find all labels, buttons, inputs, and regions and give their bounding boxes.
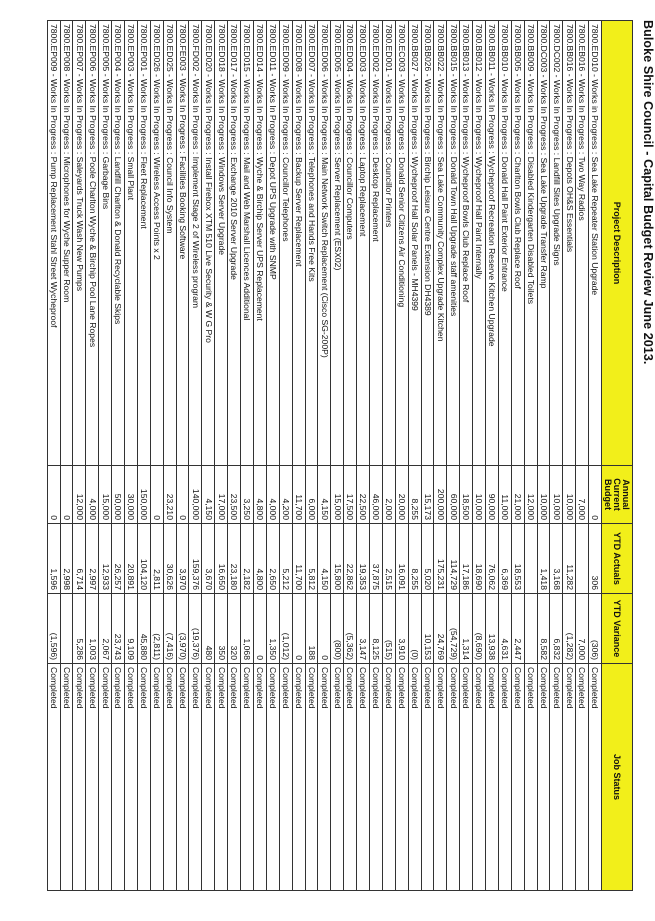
ytd-actuals-cell: 8,255 [408, 524, 421, 594]
table-row [176, 21, 189, 891]
job-status-cell: Completed [279, 664, 292, 891]
project-description-cell: 7800.EB016 - Works In Progress : Two Way Radios [576, 21, 589, 466]
project-description-cell: 7800.EP001 - Works In Progress : Fleet Replacement [137, 21, 150, 466]
job-status-cell: Completed [253, 664, 266, 891]
project-description-cell: 7800.EP009 - Works In Progress : Pump Replacement Stahl Street Wycheproof [47, 21, 60, 466]
ytd-actuals-cell: 175,231 [434, 524, 447, 594]
job-status-cell: Completed [60, 664, 73, 891]
table-row [163, 21, 176, 891]
annual-budget-cell: 4,000 [86, 466, 99, 524]
table-row [86, 21, 99, 891]
annual-budget-cell: 10,000 [550, 466, 563, 524]
ytd-actuals-cell: 1,596 [47, 524, 60, 594]
annual-budget-cell: 15,000 [99, 466, 112, 524]
job-status-cell: Completed [176, 664, 189, 891]
annual-budget-cell: 15,173 [421, 466, 434, 524]
annual-budget-cell: 8,255 [408, 466, 421, 524]
header-annual-budget: Annual Current Budget [602, 466, 633, 524]
annual-budget-cell: 12,000 [524, 466, 537, 524]
job-status-cell: Completed [266, 664, 279, 891]
ytd-actuals-cell: 6,369 [498, 524, 511, 594]
table-row [563, 21, 576, 891]
project-description-cell: 7800.FD002 - Works In Progress : Implement Stage 2 of Wireless program [189, 21, 202, 466]
ytd-actuals-cell: 4,800 [253, 524, 266, 594]
project-description-cell: 7800.ED014 - Works In Progress : Wyche & Birchip Server UPS Replacement [253, 21, 266, 466]
ytd-actuals-cell: 12,933 [99, 524, 112, 594]
annual-budget-cell: 22,500 [357, 466, 370, 524]
job-status-cell: Completed [202, 664, 215, 891]
ytd-actuals-cell: 159,376 [189, 524, 202, 594]
job-status-cell: Completed [485, 664, 498, 891]
project-description-cell: 7800.BB013 - Works In Progress : Wycheproof Bowls Club Replace Roof [460, 21, 473, 466]
ytd-variance-cell: 320 [228, 594, 241, 664]
job-status-cell: Completed [421, 664, 434, 891]
ytd-variance-cell: 8,125 [369, 594, 382, 664]
annual-budget-cell: 3,250 [241, 466, 254, 524]
job-status-cell: Completed [550, 664, 563, 891]
annual-budget-cell: 0 [176, 466, 189, 524]
ytd-variance-cell: 7,000 [576, 594, 589, 664]
header-job-status: Job Status [602, 664, 633, 891]
project-description-cell: 7800.ED003 - Works In Progress : Laptop Replacement [357, 21, 370, 466]
job-status-cell: Completed [447, 664, 460, 891]
job-status-cell: Completed [99, 664, 112, 891]
project-description-cell: 7800.ED004 - Works In Progress : Councillor Computers [344, 21, 357, 466]
annual-budget-cell: 4,150 [202, 466, 215, 524]
table-row [382, 21, 395, 891]
table-row [266, 21, 279, 891]
ytd-variance-cell: 23,743 [112, 594, 125, 664]
ytd-variance-cell [60, 594, 73, 664]
annual-budget-cell: 23,210 [163, 466, 176, 524]
ytd-actuals-cell: 76,062 [485, 524, 498, 594]
table-row [524, 21, 537, 891]
annual-budget-cell: 10,000 [563, 466, 576, 524]
ytd-variance-cell: 10,153 [421, 594, 434, 664]
annual-budget-cell: 0 [589, 466, 602, 524]
ytd-variance-cell: 3,147 [357, 594, 370, 664]
annual-budget-cell: 0 [60, 466, 73, 524]
ytd-variance-cell: 1,350 [266, 594, 279, 664]
ytd-actuals-cell: 3,168 [550, 524, 563, 594]
job-status-cell: Completed [189, 664, 202, 891]
job-status-cell: Completed [524, 664, 537, 891]
ytd-variance-cell: 4,631 [498, 594, 511, 664]
ytd-actuals-cell: 23,180 [228, 524, 241, 594]
annual-budget-cell: 150,000 [137, 466, 150, 524]
ytd-actuals-cell: 19,353 [357, 524, 370, 594]
job-status-cell: Completed [318, 664, 331, 891]
ytd-variance-cell: 45,880 [137, 594, 150, 664]
ytd-variance-cell: 0 [253, 594, 266, 664]
job-status-cell: Completed [73, 664, 86, 891]
annual-budget-cell: 17,500 [344, 466, 357, 524]
project-description-cell: 7800.BB012 - Works In Progress : Wycheproof Hall Paint Internally [473, 21, 486, 466]
project-description-cell: 7800.ED025 - Works In Progress : Council Info System [163, 21, 176, 466]
ytd-actuals-cell: 2,998 [60, 524, 73, 594]
project-description-cell: 7800.EP008 - Works In Progress : Microphones for Wyche Supper Room [60, 21, 73, 466]
annual-budget-cell: 46,000 [369, 466, 382, 524]
ytd-actuals-cell [524, 524, 537, 594]
ytd-actuals-cell: 17,186 [460, 524, 473, 594]
project-description-cell: 7800.ED002 - Works In Progress : Desktop Replacement [369, 21, 382, 466]
project-description-cell: 7800.ED010 - Works in Progress : Sea Lake Repeater Station Upgrade [589, 21, 602, 466]
ytd-variance-cell: (800) [331, 594, 344, 664]
ytd-actuals-cell: 2,650 [266, 524, 279, 594]
table-row [395, 21, 408, 891]
job-status-cell: Completed [86, 664, 99, 891]
table-row [318, 21, 331, 891]
table-body [47, 21, 601, 891]
ytd-variance-cell: (2,811) [150, 594, 163, 664]
ytd-variance-cell: (1,282) [563, 594, 576, 664]
project-description-cell: 7800.BB016 - Works In Progress : Depots OH&S Essentials [563, 21, 576, 466]
project-description-cell: 7800.ED008 - Works In Progress : Backup Server Replacement [292, 21, 305, 466]
project-description-cell: 7800.ED007 - Works In Progress : Telephones and Hands Free Kits [305, 21, 318, 466]
table-row [498, 21, 511, 891]
table-row [447, 21, 460, 891]
annual-budget-cell: 4,800 [253, 466, 266, 524]
header-ytd-actuals: YTD Actuals [602, 524, 633, 594]
table-row [241, 21, 254, 891]
ytd-actuals-cell: 2,811 [150, 524, 163, 594]
ytd-actuals-cell: 15,800 [331, 524, 344, 594]
job-status-cell: Completed [305, 664, 318, 891]
ytd-variance-cell: 3,910 [395, 594, 408, 664]
project-description-cell: 7800.EC003 - Works In Progress : Donald Senior Citizens Air Conditioning [395, 21, 408, 466]
ytd-variance-cell: 24,769 [434, 594, 447, 664]
ytd-actuals-cell: 26,257 [112, 524, 125, 594]
table-row [279, 21, 292, 891]
annual-budget-cell: 0 [47, 466, 60, 524]
annual-budget-cell: 0 [150, 466, 163, 524]
annual-budget-cell: 6,000 [305, 466, 318, 524]
job-status-cell: Completed [331, 664, 344, 891]
ytd-actuals-cell: 2,515 [382, 524, 395, 594]
ytd-actuals-cell: 3,970 [176, 524, 189, 594]
annual-budget-cell: 11,000 [498, 466, 511, 524]
table-row [253, 21, 266, 891]
table-row [550, 21, 563, 891]
ytd-variance-cell: 188 [305, 594, 318, 664]
annual-budget-cell: 4,150 [318, 466, 331, 524]
ytd-actuals-cell: 104,120 [137, 524, 150, 594]
ytd-actuals-cell: 3,670 [202, 524, 215, 594]
job-status-cell: Completed [382, 664, 395, 891]
job-status-cell: Completed [163, 664, 176, 891]
annual-budget-cell: 4,000 [266, 466, 279, 524]
annual-budget-cell: 200,000 [434, 466, 447, 524]
header-ytd-variance: YTD Variance [602, 594, 633, 664]
project-description-cell: 7800.ED026 - Works In Progress : Wireless Access Points x 2 [150, 21, 163, 466]
project-description-cell: 7800.EP004 - Works In Progress : Landfill Charlton & Donald Recyclable Skips [112, 21, 125, 466]
table-row [99, 21, 112, 891]
table-row [112, 21, 125, 891]
ytd-actuals-cell [576, 524, 589, 594]
ytd-actuals-cell: 306 [589, 524, 602, 594]
table-row [589, 21, 602, 891]
project-description-cell: 7800.ED006 - Works In Progress : Main Network Switch Replacement (Cisco SG-200P) [318, 21, 331, 466]
job-status-cell: Completed [47, 664, 60, 891]
annual-budget-cell: 21,000 [511, 466, 524, 524]
ytd-variance-cell: 6,832 [550, 594, 563, 664]
ytd-variance-cell: (515) [382, 594, 395, 664]
ytd-actuals-cell: 11,282 [563, 524, 576, 594]
ytd-actuals-cell: 1,418 [537, 524, 550, 594]
project-description-cell: 7800.EP007 - Works In Progress : Saleyards Truck Wash New Pumps [73, 21, 86, 466]
annual-budget-cell: 11,700 [292, 466, 305, 524]
ytd-variance-cell: 480 [202, 594, 215, 664]
table-row [292, 21, 305, 891]
ytd-variance-cell: (8,690) [473, 594, 486, 664]
job-status-cell: Completed [563, 664, 576, 891]
annual-budget-cell: 2,000 [382, 466, 395, 524]
ytd-variance-cell: 350 [215, 594, 228, 664]
ytd-actuals-cell: 2,182 [241, 524, 254, 594]
ytd-variance-cell: (54,729) [447, 594, 460, 664]
ytd-actuals-cell: 2,997 [86, 524, 99, 594]
table-row [344, 21, 357, 891]
annual-budget-cell: 20,000 [395, 466, 408, 524]
job-status-cell: Completed [434, 664, 447, 891]
ytd-actuals-cell: 5,020 [421, 524, 434, 594]
project-description-cell: 7800.DC003 - Works In Progress : Sea Lake Upgrade Transfer Ramp [537, 21, 550, 466]
ytd-actuals-cell: 16,091 [395, 524, 408, 594]
header-project-description: Project Description [602, 21, 633, 466]
table-row [460, 21, 473, 891]
project-description-cell: 7800.EP006 - Works In Progress : Poole Charlton Wyche & Birchip Pool Lane Ropes [86, 21, 99, 466]
annual-budget-cell: 23,500 [228, 466, 241, 524]
table-row [60, 21, 73, 891]
ytd-variance-cell: (3,970) [176, 594, 189, 664]
ytd-actuals-cell: 30,626 [163, 524, 176, 594]
job-status-cell: Completed [137, 664, 150, 891]
table-row [357, 21, 370, 891]
ytd-variance-cell: (7,416) [163, 594, 176, 664]
project-description-cell: 7800.ED001 - Works In Progress : Councillor Printers [382, 21, 395, 466]
table-row [576, 21, 589, 891]
project-description-cell: 7800.EP005 - Works In Progress : Garbage Bins [99, 21, 112, 466]
ytd-variance-cell: (1,596) [47, 594, 60, 664]
ytd-variance-cell: (0) [408, 594, 421, 664]
ytd-actuals-cell: 5,212 [279, 524, 292, 594]
job-status-cell: Completed [357, 664, 370, 891]
job-status-cell: Completed [498, 664, 511, 891]
job-status-cell: Completed [292, 664, 305, 891]
job-status-cell: Completed [112, 664, 125, 891]
project-description-cell: 7800.EP003 - Works In Progress : Small Plant [125, 21, 138, 466]
annual-budget-cell: 60,000 [447, 466, 460, 524]
project-description-cell: 7800.BB005 - Works In Progress : Charlton Bowls Club Replace Roof [511, 21, 524, 466]
project-description-cell: 7800.BB011 - Works In Progress : Wycheproof Recreation Reserve Kitchen Upgrade [485, 21, 498, 466]
ytd-variance-cell: (306) [589, 594, 602, 664]
job-status-cell: Completed [473, 664, 486, 891]
job-status-cell: Completed [369, 664, 382, 891]
ytd-variance-cell: 2,067 [99, 594, 112, 664]
job-status-cell: Completed [395, 664, 408, 891]
table-row [421, 21, 434, 891]
project-description-cell: 7800.ED017 - Works In Progress : Exchange 2010 Server Upgrade [228, 21, 241, 466]
project-description-cell: 7800.BB026 - Works In Progress : Birchip Leisure Centre Extension DH4389 [421, 21, 434, 466]
ytd-actuals-cell: 6,714 [73, 524, 86, 594]
job-status-cell: Completed [150, 664, 163, 891]
job-status-cell: Completed [408, 664, 421, 891]
table-row [150, 21, 163, 891]
ytd-variance-cell: 5,286 [73, 594, 86, 664]
table-row [137, 21, 150, 891]
job-status-cell: Completed [241, 664, 254, 891]
ytd-actuals-cell: 22,862 [344, 524, 357, 594]
job-status-cell: Completed [576, 664, 589, 891]
project-description-cell: 7800.ED015 - Works In Progress : Mail and Web Marshall Licences Additional [241, 21, 254, 466]
table-row [228, 21, 241, 891]
annual-budget-cell: 10,000 [537, 466, 550, 524]
annual-budget-cell: 30,000 [125, 466, 138, 524]
table-row [202, 21, 215, 891]
job-status-cell: Completed [228, 664, 241, 891]
project-description-cell: 7800.ED020 - Works In Progress : Install Firebox XTM 510 Live Security & W G Pro [202, 21, 215, 466]
table-row [511, 21, 524, 891]
project-description-cell: 7800.BB015 - Works In Progress : Donald Town Hall Upgrade staff amenities [447, 21, 460, 466]
project-description-cell: 7800.ED018 - Works In Progress : Windows Server Upgrade [215, 21, 228, 466]
ytd-actuals-cell: 20,891 [125, 524, 138, 594]
annual-budget-cell: 140,000 [189, 466, 202, 524]
ytd-actuals-cell: 18,690 [473, 524, 486, 594]
table-row [73, 21, 86, 891]
table-row [189, 21, 202, 891]
annual-budget-cell: 4,200 [279, 466, 292, 524]
annual-budget-cell: 90,000 [485, 466, 498, 524]
ytd-variance-cell: 1,003 [86, 594, 99, 664]
ytd-variance-cell: (1,012) [279, 594, 292, 664]
table-row [331, 21, 344, 891]
report-title: Buloke Shire Council - Capital Budget Review June 2013. [641, 20, 655, 365]
project-description-cell: 7800.BB010 - Works In Progress : Donald Hall Paint Exterior Entrance [498, 21, 511, 466]
table-row [369, 21, 382, 891]
ytd-variance-cell: 13,938 [485, 594, 498, 664]
annual-budget-cell: 10,000 [473, 466, 486, 524]
job-status-cell: Completed [215, 664, 228, 891]
annual-budget-cell: 12,000 [73, 466, 86, 524]
ytd-variance-cell: 1,314 [460, 594, 473, 664]
ytd-actuals-cell: 18,553 [511, 524, 524, 594]
table-row [473, 21, 486, 891]
project-description-cell: 7800.BB022 - Works In Progress : Sea Lake Community Complex Upgrade Kitchen [434, 21, 447, 466]
ytd-variance-cell [524, 594, 537, 664]
annual-budget-cell: 7,000 [576, 466, 589, 524]
ytd-variance-cell: 1,068 [241, 594, 254, 664]
annual-budget-cell: 17,000 [215, 466, 228, 524]
table-header-row [602, 21, 633, 891]
table-row [47, 21, 60, 891]
ytd-actuals-cell: 11,700 [292, 524, 305, 594]
annual-budget-cell: 18,500 [460, 466, 473, 524]
table-row [215, 21, 228, 891]
table-row [305, 21, 318, 891]
table-row [434, 21, 447, 891]
table-row [408, 21, 421, 891]
annual-budget-cell: 50,000 [112, 466, 125, 524]
ytd-variance-cell: 2,447 [511, 594, 524, 664]
ytd-variance-cell: 0 [292, 594, 305, 664]
ytd-variance-cell: 9,109 [125, 594, 138, 664]
table-row [485, 21, 498, 891]
job-status-cell: Completed [537, 664, 550, 891]
project-description-cell: 7800.ED011 - Works In Progress : Depot UPS Upgrade with SNMP [266, 21, 279, 466]
table-row [537, 21, 550, 891]
ytd-actuals-cell: 114,729 [447, 524, 460, 594]
ytd-actuals-cell: 5,812 [305, 524, 318, 594]
ytd-actuals-cell: 4,150 [318, 524, 331, 594]
table-row [125, 21, 138, 891]
capital-budget-table [47, 20, 633, 891]
project-description-cell: 7800.BB027 - Works In Progress : Wycheproof Hall Solar Panels - MH4399 [408, 21, 421, 466]
project-description-cell: 7800.ED009 - Works In Progress : Councillor Telephones [279, 21, 292, 466]
rotated-report [48, 20, 655, 890]
job-status-cell: Completed [344, 664, 357, 891]
ytd-actuals-cell: 16,650 [215, 524, 228, 594]
project-description-cell: 7800.BB009 - Works In Progress : Disabled Kindergarten Disabled Toilets [524, 21, 537, 466]
annual-budget-cell: 15,000 [331, 466, 344, 524]
job-status-cell: Completed [511, 664, 524, 891]
project-description-cell: 7800.DC002 - Works In Progress : Landfill Sites Upgrade Signs [550, 21, 563, 466]
ytd-variance-cell: (19,376) [189, 594, 202, 664]
project-description-cell: 7800.ED005 - Works In Progress : Server Replacement (ESX02) [331, 21, 344, 466]
project-description-cell: 7800.FE003 - Works In Progress : Facilities Booking Software [176, 21, 189, 466]
job-status-cell: Completed [589, 664, 602, 891]
ytd-variance-cell: (5,362) [344, 594, 357, 664]
job-status-cell: Completed [125, 664, 138, 891]
ytd-actuals-cell: 37,875 [369, 524, 382, 594]
ytd-variance-cell: 8,582 [537, 594, 550, 664]
job-status-cell: Completed [460, 664, 473, 891]
ytd-variance-cell: 0 [318, 594, 331, 664]
